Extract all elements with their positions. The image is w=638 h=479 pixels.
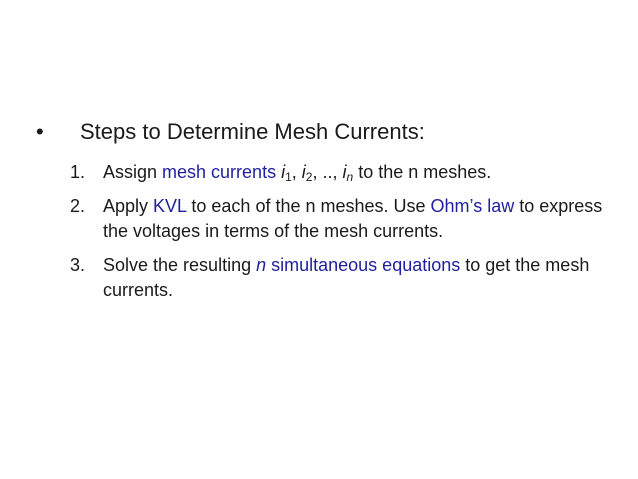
variable-n: n (256, 255, 267, 275)
current-symbol: i (301, 162, 306, 182)
step-text: , (291, 162, 302, 182)
heading-text: Steps to Determine Mesh Currents: (80, 119, 425, 144)
current-symbol: i (342, 162, 347, 182)
step-text: Solve the resulting (103, 255, 257, 275)
step-text: , .., (312, 162, 343, 182)
step-1 (70, 160, 610, 185)
step-number: 3. (70, 255, 86, 275)
subscript: n (346, 170, 354, 184)
subscript: 1 (285, 170, 292, 184)
subscript: 2 (305, 170, 313, 184)
current-symbol: i (281, 162, 286, 182)
highlight-term: simultaneous equations (271, 255, 461, 275)
step-text: to the n meshes. (353, 162, 492, 182)
steps-list (70, 160, 610, 312)
step-number: 2. (70, 196, 86, 216)
step-number: 1. (70, 162, 86, 182)
highlight-term: Ohm’s law (430, 196, 515, 216)
step-text: to each of the n meshes. Use (186, 196, 431, 216)
step-2 (70, 194, 610, 244)
step-text: to express the voltages in terms of the mesh currents. (103, 196, 603, 241)
highlight-term: mesh currents (162, 162, 277, 182)
step-text: Assign (103, 162, 163, 182)
step-text: to get the mesh currents. (103, 255, 590, 300)
bullet-heading (36, 118, 425, 146)
highlight-term: KVL (153, 196, 187, 216)
step-text: Apply (103, 196, 154, 216)
step-3 (70, 253, 610, 303)
bullet-icon: • (36, 119, 44, 144)
